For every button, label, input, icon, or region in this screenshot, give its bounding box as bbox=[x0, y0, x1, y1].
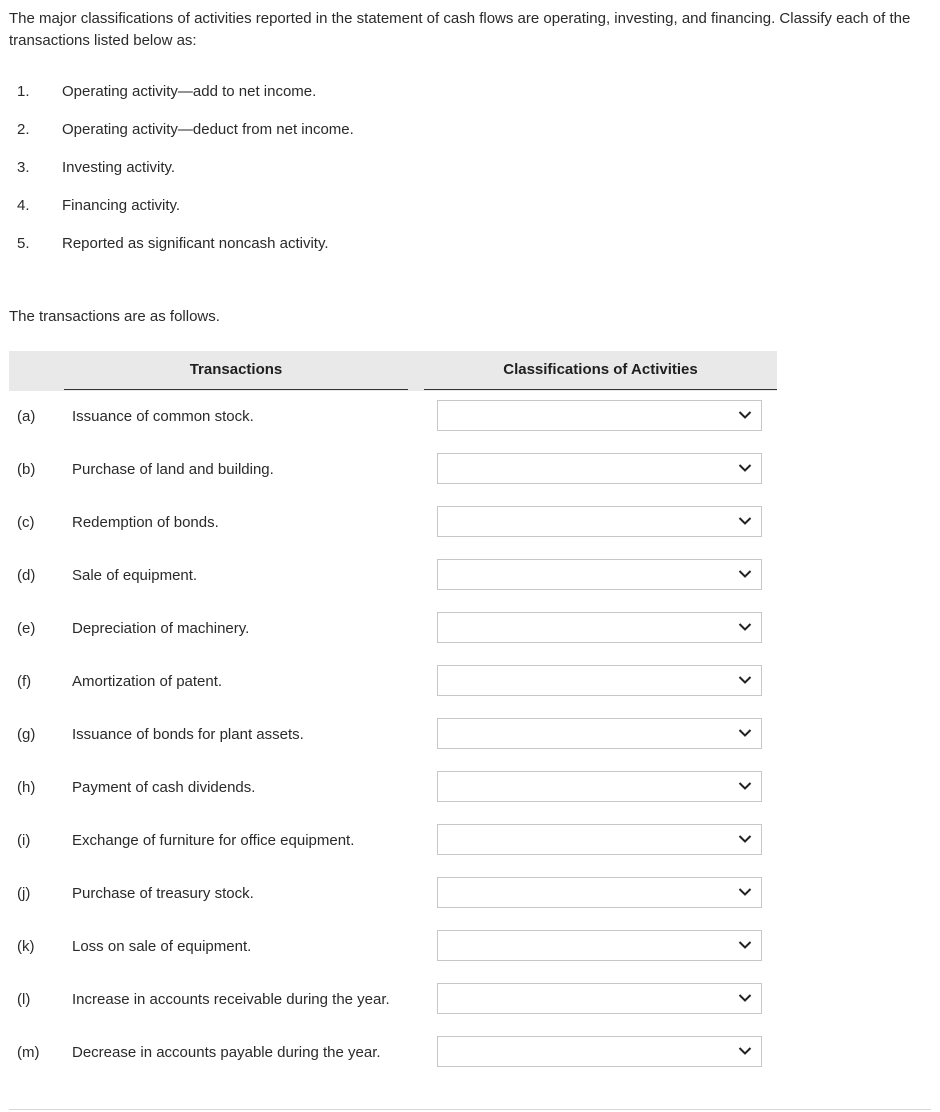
classification-dropdown[interactable] bbox=[437, 718, 762, 749]
row-label: (m) bbox=[17, 1044, 40, 1061]
chevron-down-icon bbox=[738, 887, 752, 897]
table-row bbox=[0, 444, 940, 497]
transaction-text: Decrease in accounts payable during the year. bbox=[72, 1044, 381, 1061]
table-row bbox=[0, 921, 940, 974]
chevron-down-icon bbox=[738, 834, 752, 844]
row-label: (d) bbox=[17, 567, 36, 584]
table-row bbox=[0, 603, 940, 656]
classification-dropdown[interactable] bbox=[437, 824, 762, 855]
table-row bbox=[0, 974, 940, 1027]
transactions-intro-text: The transactions are as follows. bbox=[9, 308, 220, 325]
transaction-text: Purchase of land and building. bbox=[72, 461, 274, 478]
table-row bbox=[0, 1027, 940, 1080]
table-row bbox=[0, 391, 940, 444]
transaction-text: Issuance of bonds for plant assets. bbox=[72, 726, 304, 743]
option-text: Investing activity. bbox=[62, 159, 176, 176]
classification-dropdown[interactable] bbox=[437, 559, 762, 590]
option-number: 2. bbox=[17, 121, 30, 138]
row-label: (h) bbox=[17, 779, 36, 796]
option-text: Operating activity—deduct from net income. bbox=[62, 121, 354, 138]
classification-dropdown[interactable] bbox=[437, 930, 762, 961]
transaction-text: Depreciation of machinery. bbox=[72, 620, 250, 637]
row-label: (b) bbox=[17, 461, 36, 478]
row-label: (j) bbox=[17, 885, 31, 902]
classification-dropdown[interactable] bbox=[437, 453, 762, 484]
classification-dropdown[interactable] bbox=[437, 400, 762, 431]
chevron-down-icon bbox=[738, 410, 752, 420]
chevron-down-icon bbox=[738, 516, 752, 526]
classification-dropdown[interactable] bbox=[437, 612, 762, 643]
bottom-divider bbox=[9, 1109, 931, 1110]
chevron-down-icon bbox=[738, 781, 752, 791]
transaction-text: Issuance of common stock. bbox=[72, 408, 254, 425]
row-label: (l) bbox=[17, 991, 31, 1008]
classifications-column-header: Classifications of Activities bbox=[424, 351, 777, 390]
transaction-text: Purchase of treasury stock. bbox=[72, 885, 254, 902]
instructions-text: The major classifications of activities reported in the statement of cash flows are operating, investing, and financing. Classify each of the transactions listed below as: bbox=[9, 10, 911, 49]
transaction-text: Increase in accounts receivable during the year. bbox=[72, 991, 390, 1008]
transactions-column-header: Transactions bbox=[64, 351, 408, 390]
transaction-text: Loss on sale of equipment. bbox=[72, 938, 252, 955]
chevron-down-icon bbox=[738, 675, 752, 685]
row-label: (k) bbox=[17, 938, 35, 955]
transaction-text: Amortization of patent. bbox=[72, 673, 223, 690]
chevron-down-icon bbox=[738, 622, 752, 632]
option-number: 3. bbox=[17, 159, 30, 176]
classification-dropdown[interactable] bbox=[437, 771, 762, 802]
table-row bbox=[0, 656, 940, 709]
row-label: (f) bbox=[17, 673, 32, 690]
transaction-text: Sale of equipment. bbox=[72, 567, 198, 584]
classification-dropdown[interactable] bbox=[437, 665, 762, 696]
table-row bbox=[0, 709, 940, 762]
classification-dropdown[interactable] bbox=[437, 506, 762, 537]
chevron-down-icon bbox=[738, 1046, 752, 1056]
transaction-text: Payment of cash dividends. bbox=[72, 779, 256, 796]
chevron-down-icon bbox=[738, 569, 752, 579]
chevron-down-icon bbox=[738, 728, 752, 738]
row-label: (a) bbox=[17, 408, 36, 425]
table-header bbox=[9, 351, 777, 391]
chevron-down-icon bbox=[738, 940, 752, 950]
row-label: (g) bbox=[17, 726, 36, 743]
option-text: Reported as significant noncash activity. bbox=[62, 235, 329, 252]
row-label: (i) bbox=[17, 832, 31, 849]
classification-dropdown[interactable] bbox=[437, 877, 762, 908]
row-label: (c) bbox=[17, 514, 35, 531]
chevron-down-icon bbox=[738, 463, 752, 473]
transaction-text: Redemption of bonds. bbox=[72, 514, 219, 531]
table-row bbox=[0, 762, 940, 815]
transaction-text: Exchange of furniture for office equipment. bbox=[72, 832, 355, 849]
classification-dropdown[interactable] bbox=[437, 983, 762, 1014]
option-number: 1. bbox=[17, 83, 30, 100]
table-row bbox=[0, 497, 940, 550]
option-number: 4. bbox=[17, 197, 30, 214]
table-row bbox=[0, 550, 940, 603]
table-row bbox=[0, 868, 940, 921]
row-label: (e) bbox=[17, 620, 36, 637]
option-number: 5. bbox=[17, 235, 30, 252]
chevron-down-icon bbox=[738, 993, 752, 1003]
table-row bbox=[0, 815, 940, 868]
option-text: Financing activity. bbox=[62, 197, 181, 214]
option-text: Operating activity—add to net income. bbox=[62, 83, 317, 100]
classification-dropdown[interactable] bbox=[437, 1036, 762, 1067]
